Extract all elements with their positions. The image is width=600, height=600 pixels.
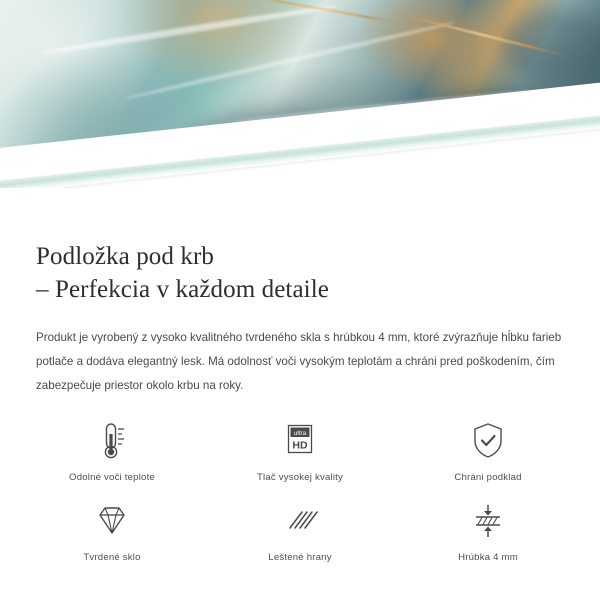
feature-item-polished-edges [206, 499, 394, 563]
text-content [0, 222, 600, 397]
shield-check-icon [468, 419, 508, 463]
feature-item-temperature [18, 419, 206, 483]
feature-label: Chráni podklad [454, 472, 522, 484]
feature-item-print-quality [206, 419, 394, 483]
description-paragraph: Produkt je vyrobený z vysoko kvalitného tvrdeného skla s hrúbkou 4 mm, ktoré zvýrazňuje hĺbku farieb potlače a dodáva elegantný lesk. Má odolnosť voči vysokým teplotám a chráni pred poškodením, čím zabezpečuje priestor okolo krbu na roky. [36, 331, 562, 392]
feature-item-thickness [394, 499, 582, 563]
page-title-line-1: Podložka pod krb [36, 243, 214, 270]
page-title-line-2: – Perfekcia v každom detaile [36, 276, 329, 303]
marble-shade-3 [500, 10, 600, 80]
polished-edges-icon [278, 499, 322, 543]
ultra-hd-icon [278, 419, 322, 463]
diamond-icon [90, 499, 134, 543]
feature-label: Tvrdené sklo [83, 552, 141, 564]
image-baseline-mask [0, 188, 600, 222]
feature-label: Leštené hrany [268, 552, 332, 564]
hero-image [0, 0, 600, 222]
feature-item-surface-protection [394, 419, 582, 483]
feature-item-tempered-glass [18, 499, 206, 563]
svg-text:HD: HD [292, 439, 308, 452]
svg-text:ultra: ultra [293, 430, 307, 438]
feature-label: Odolné voči teplote [69, 472, 155, 484]
thickness-arrows-icon [466, 499, 510, 543]
thermometer-icon [92, 419, 132, 463]
page-title [36, 240, 564, 306]
feature-label: Hrúbka 4 mm [458, 552, 518, 564]
feature-label: Tlač vysokej kvality [256, 472, 344, 484]
feature-grid [0, 419, 600, 563]
